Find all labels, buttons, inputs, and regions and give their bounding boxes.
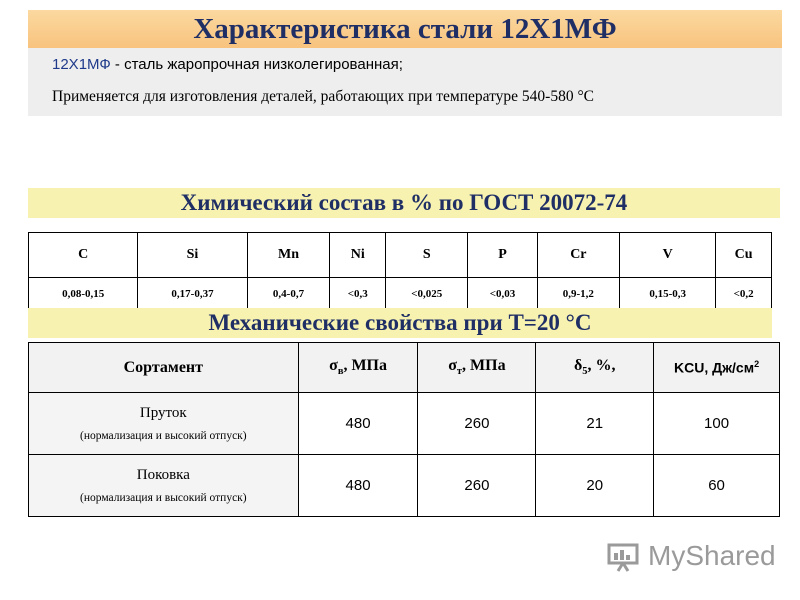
value-cell: 0,15-0,3 xyxy=(620,278,716,311)
sigma-t-cell: 260 xyxy=(418,393,536,455)
element-cell: Cu xyxy=(716,233,772,278)
header-sigma-t: $\sigma_т$, МПа xyxy=(418,343,536,393)
element-cell: S xyxy=(386,233,468,278)
steel-description xyxy=(52,56,403,73)
element-cell: Cr xyxy=(537,233,620,278)
header-delta: $\delta_5$, %, xyxy=(536,343,654,393)
assortment-treatment: (нормализация и высокий отпуск) xyxy=(80,492,247,504)
page-title: Характеристика стали 12Х1МФ xyxy=(193,12,617,45)
chemistry-value-row xyxy=(29,278,772,311)
kcu-cell: 60 xyxy=(654,455,780,517)
assortment-cell xyxy=(29,455,299,517)
steel-type: - сталь жаропрочная низколегированная; xyxy=(110,56,403,73)
value-cell: <0,03 xyxy=(468,278,537,311)
assortment-name: Поковка xyxy=(136,467,190,483)
mechanics-section-header xyxy=(28,308,772,338)
element-cell: Si xyxy=(138,233,247,278)
header-sigma-v: $\sigma_в$, МПа xyxy=(298,343,418,393)
watermark-logo xyxy=(606,536,776,576)
value-cell: 0,9-1,2 xyxy=(537,278,620,311)
sigma-v-cell: 480 xyxy=(298,455,418,517)
assortment-treatment: (нормализация и высокий отпуск) xyxy=(80,430,247,442)
table-row xyxy=(29,393,780,455)
element-cell: P xyxy=(468,233,537,278)
chemistry-header-row xyxy=(29,233,772,278)
value-cell: 0,4-0,7 xyxy=(247,278,330,311)
presentation-board-icon xyxy=(606,539,640,573)
table-row xyxy=(29,455,780,517)
mechanics-title: Механические свойства при Т=20 °С xyxy=(208,310,592,335)
header-assortment: Сортамент xyxy=(29,343,299,393)
assortment-name: Пруток xyxy=(139,405,187,421)
logo-text: MyShared xyxy=(648,540,776,571)
assortment-cell xyxy=(29,393,299,455)
sigma-t-cell: 260 xyxy=(418,455,536,517)
value-cell: 0,17-0,37 xyxy=(138,278,247,311)
delta-cell: 20 xyxy=(536,455,654,517)
mechanics-header-row xyxy=(29,343,780,393)
steel-grade: 12Х1МФ xyxy=(52,56,111,73)
chemistry-section-header xyxy=(28,188,780,218)
mechanics-table xyxy=(28,342,780,517)
header-kcu: KCU, $Дж/см^2$ xyxy=(654,343,780,393)
element-cell: Mn xyxy=(247,233,330,278)
value-cell: <0,3 xyxy=(330,278,386,311)
element-cell: Ni xyxy=(330,233,386,278)
steel-usage: Применяется для изготовления деталей, работающих при температуре 540-580 °С xyxy=(52,88,595,105)
delta-cell: 21 xyxy=(536,393,654,455)
kcu-cell: 100 xyxy=(654,393,780,455)
element-cell: V xyxy=(620,233,716,278)
intro-box xyxy=(28,48,782,116)
chemistry-title: Химический состав в % по ГОСТ 20072-74 xyxy=(180,190,628,215)
sigma-v-cell: 480 xyxy=(298,393,418,455)
element-cell: C xyxy=(29,233,138,278)
title-banner xyxy=(28,10,782,48)
value-cell: 0,08-0,15 xyxy=(29,278,138,311)
value-cell: <0,025 xyxy=(386,278,468,311)
value-cell: <0,2 xyxy=(716,278,772,311)
chemistry-table xyxy=(28,232,772,311)
